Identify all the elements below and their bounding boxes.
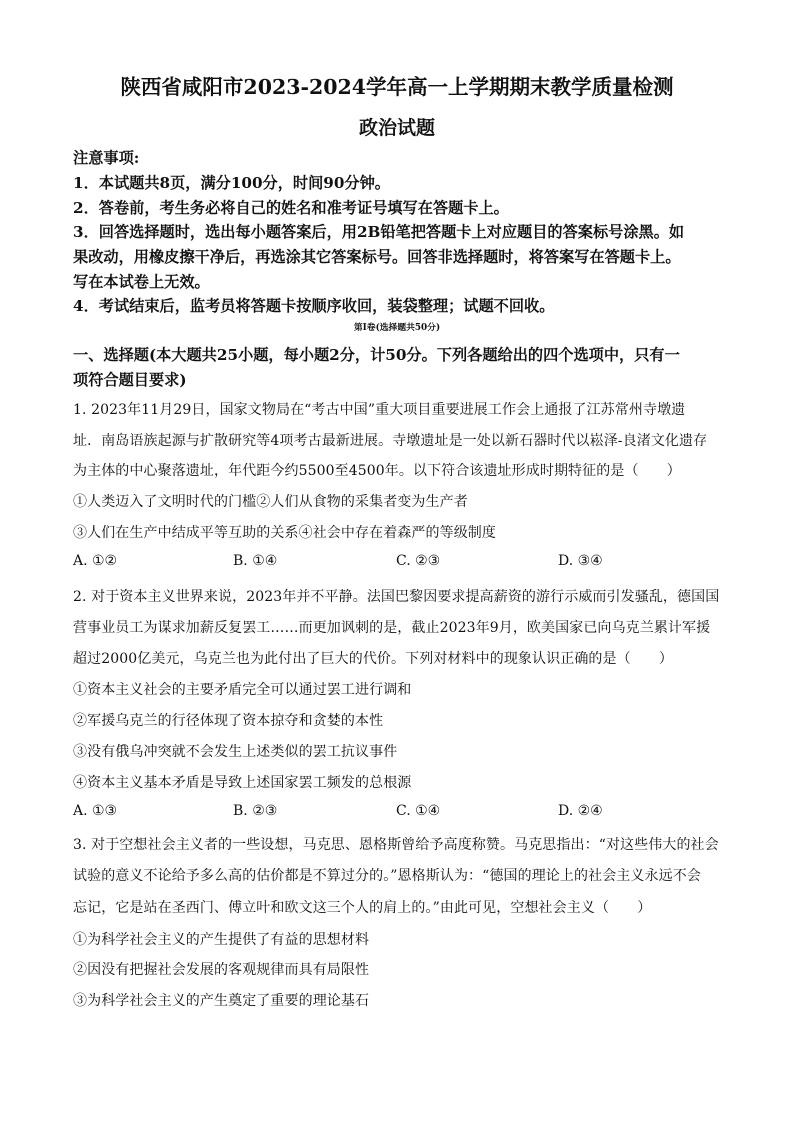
notes-item: 2．答卷前，考生务必将自己的姓名和准考证号填写在答题卡上。	[73, 199, 509, 217]
notes-item: 3．回答选择题时，选出每小题答案后，用2B铅笔把答题卡上对应题目的答案标号涂黑。如	[73, 223, 685, 241]
notes-item: 4．考试结束后，监考员将答题卡按顺序收回，装袋整理；试题不回收。	[73, 297, 555, 315]
option-d: D. ③④	[558, 553, 603, 569]
question-statement: ③为科学社会主义的产生奠定了重要的理论基石	[73, 993, 370, 1009]
question-text: 3. 对于空想社会主义者的一些设想，马克思、恩格斯曾给予高度称赞。马克思指出：“对这些伟大的社会	[73, 837, 719, 853]
notes-item: 果改动，用橡皮擦干净后，再选涂其它答案标号。回答非选择题时，将答案写在答题卡上。	[73, 248, 681, 266]
option-b: B. ①④	[233, 553, 278, 569]
option-c: C. ①④	[396, 803, 441, 819]
question-statement: ①为科学社会主义的产生提供了有益的思想材料	[73, 932, 370, 948]
option-b: B. ②③	[233, 803, 278, 819]
section-instruction: 项符合题目要求)	[73, 371, 187, 389]
notes-item: 1．本试题共8页，满分100分，时间90分钟。	[73, 174, 390, 192]
question-text: 1. 2023年11月29日，国家文物局在“考古中国”重大项目重要进展工作会上通报了江苏常州寺墩遗	[73, 402, 686, 418]
option-a: A. ①③	[73, 803, 118, 819]
question-text: 忘记，它是站在圣西门、傅立叶和欧文这三个人的肩上的。”由此可见，空想社会主义（ ）	[73, 900, 652, 916]
section-title: 第Ⅰ卷(选择题共50分)	[353, 323, 441, 333]
question-text: 为主体的中心聚落遗址，年代距今约5500至4500年。以下符合该遗址形成时期特征的是（ ）	[73, 463, 681, 479]
question-statement: ①人类迈入了文明时代的门槛②人们从食物的采集者变为生产者	[73, 494, 468, 510]
option-c: C. ②③	[396, 553, 441, 569]
question-statement: ③没有俄乌冲突就不会发生上述类似的罢工抗议事件	[73, 744, 398, 760]
exam-subtitle: 政治试题	[358, 117, 435, 139]
notes-item: 写在本试卷上无效。	[73, 273, 210, 291]
question-text: 址．南岛语族起源与扩散研究等4项考古最新进展。寺墩遗址是一处以新石器时代以崧泽-良渚文化遗存	[73, 433, 708, 449]
option-a: A. ①②	[73, 553, 118, 569]
exam-title: 陕西省咸阳市2023-2024学年高一上学期期末教学质量检测	[120, 75, 674, 99]
question-statement: ①资本主义社会的主要矛盾完全可以通过罢工进行调和	[73, 682, 412, 698]
question-statement: ②军援乌克兰的行径体现了资本掠夺和贪婪的本性	[73, 713, 384, 729]
question-text: 试验的意义不论给予多么高的估价都是不算过分的。”恩格斯认为：“德国的理论上的社会主义永远不会	[73, 868, 701, 884]
question-text: 超过2000亿美元，乌克兰也为此付出了巨大的代价。下列对材料中的现象认识正确的是（ ）	[73, 651, 674, 667]
question-statement: ②因没有把握社会发展的客观规律而具有局限性	[73, 962, 370, 978]
section-instruction: 一、选择题(本大题共25小题，每小题2分，计50分。下列各题给出的四个选项中，只有一	[73, 346, 680, 364]
option-d: D. ②④	[558, 803, 603, 819]
question-statement: ④资本主义基本矛盾是导致上述国家罢工频发的总根源	[73, 775, 412, 791]
notes-heading: 注意事项:	[73, 149, 140, 167]
question-statement: ③人们在生产中结成平等互助的关系④社会中存在着森严的等级制度	[73, 525, 496, 541]
question-text: 营事业员工为谋求加薪反复罢工……而更加讽刺的是，截止2023年9月，欧美国家已向乌克兰累计军援	[73, 620, 711, 636]
question-text: 2. 对于资本主义世界来说，2023年并不平静。法国巴黎因要求提高薪资的游行示威而引发骚乱，德国国	[73, 589, 720, 605]
